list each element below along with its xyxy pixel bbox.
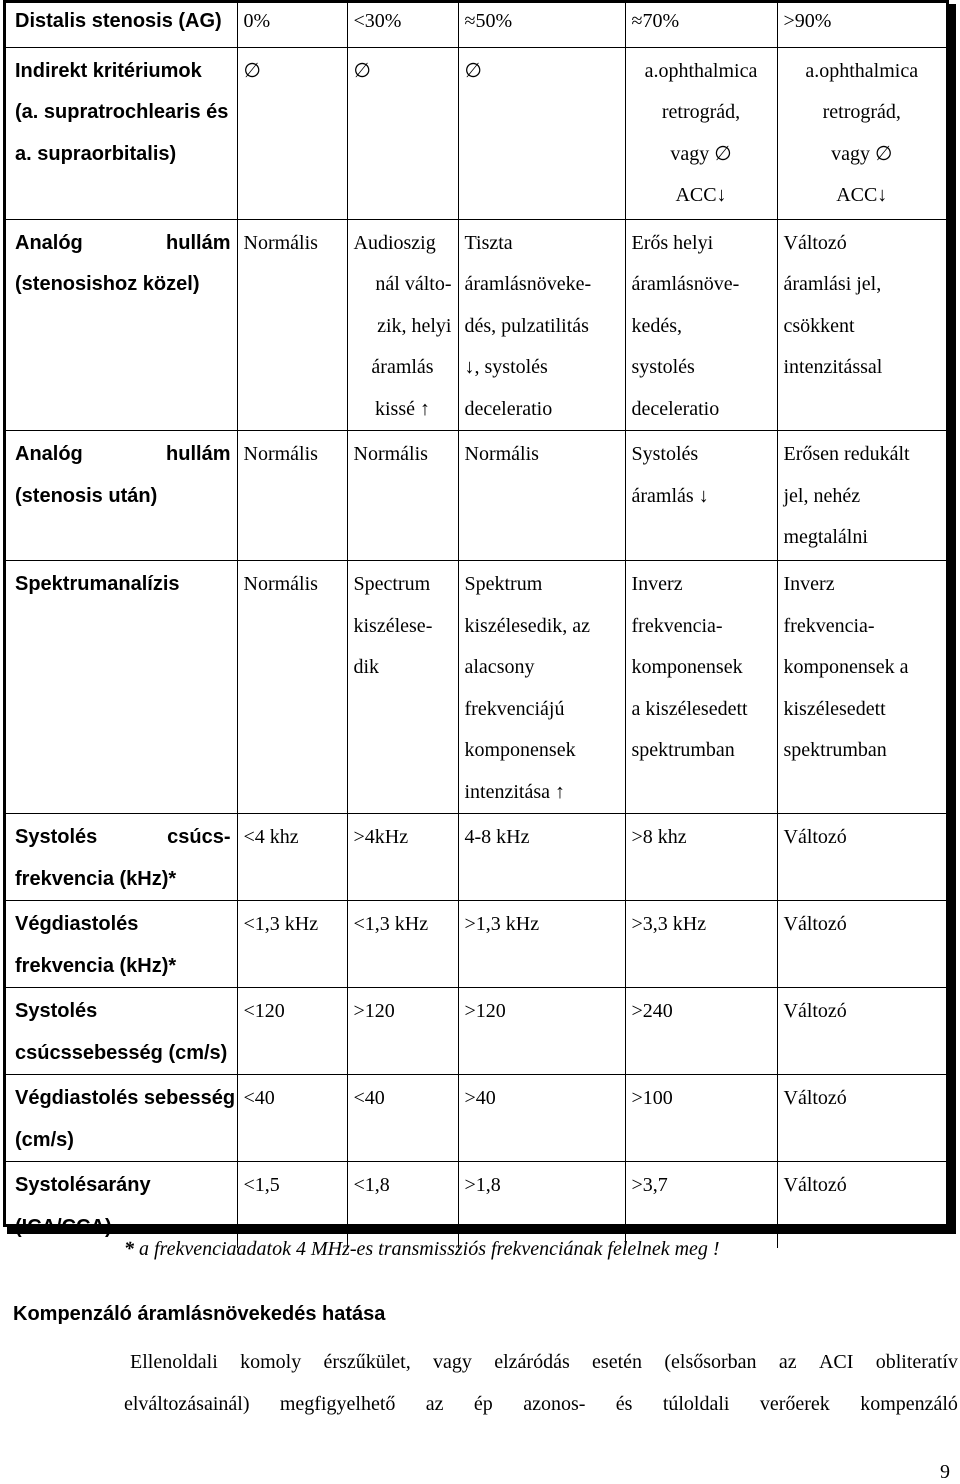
paragraph-word: az xyxy=(778,1351,797,1373)
table-row xyxy=(6,901,946,988)
cell-value: 4-8 kHz xyxy=(458,814,625,901)
cell-line: kiszélesedik, az xyxy=(464,614,590,637)
table-row xyxy=(6,561,946,814)
label-line: Systolés xyxy=(15,1000,98,1022)
cell-line: áramlási jel, xyxy=(783,273,882,295)
cell-line: áramlásnöveke- xyxy=(464,273,592,295)
cell-line: Inverz xyxy=(631,573,683,595)
cell-spektrum-kiszelesedik xyxy=(458,561,625,814)
cell-line: a kiszélesedett xyxy=(631,697,748,720)
cell-value: <4 khz xyxy=(237,814,347,901)
paragraph-word: verőerek xyxy=(759,1393,830,1415)
label-line: (cm/s) xyxy=(15,1128,74,1151)
cell-line: intenzitással xyxy=(783,356,883,378)
table-footnote xyxy=(124,1233,720,1265)
paragraph-word: Ellenoldali xyxy=(130,1351,218,1373)
col-gt90-percent: >90% xyxy=(777,3,946,47)
cell-line: frekvencia- xyxy=(783,614,875,637)
cell-value: >8 khz xyxy=(625,814,777,901)
cell-value: >40 xyxy=(458,1075,625,1162)
cell-text: Normális xyxy=(347,431,458,561)
table-row xyxy=(6,3,946,47)
stenosis-criteria-table xyxy=(3,0,949,1238)
paragraph-word: ép xyxy=(473,1393,493,1415)
row-label-indirekt xyxy=(6,47,237,219)
label-line: Systolésarány xyxy=(15,1174,151,1196)
label-line: a. supraorbitalis) xyxy=(15,142,177,165)
cell-valtozo-aramlasi xyxy=(777,219,946,431)
cell-value: Változó xyxy=(777,901,946,988)
cell-line: áramlás ↓ xyxy=(631,484,709,507)
cell-line: Spektrum xyxy=(464,573,543,595)
footnote-star: * xyxy=(124,1238,139,1260)
paragraph-word: kompenzáló xyxy=(860,1393,958,1415)
cell-line: Erős helyi xyxy=(631,231,714,254)
paragraph-word: azonos- xyxy=(523,1393,586,1415)
table-row xyxy=(6,47,946,219)
cell-value: >3,3 kHz xyxy=(625,901,777,988)
paragraph-word: obliteratív xyxy=(875,1351,958,1373)
cell-line: intenzitása ↑ xyxy=(464,780,566,803)
cell-value: <1,8 xyxy=(347,1162,458,1249)
cell-line: systolés xyxy=(631,356,695,378)
cell-line: nál válto- xyxy=(375,273,452,295)
label-line: (stenosishoz közel) xyxy=(15,273,200,295)
cell-line: a.ophthalmica xyxy=(805,59,919,82)
row-label-systoles-csucssebesseg xyxy=(6,988,237,1075)
cell-text: Normális xyxy=(237,561,347,814)
cell-text: Normális xyxy=(237,219,347,431)
cell-line: Tiszta xyxy=(464,231,513,254)
cell-erosen-redukalt xyxy=(777,431,946,561)
cell-line: Változó xyxy=(783,231,847,254)
cell-line: ACC↓ xyxy=(675,184,727,206)
cell-inverz-90 xyxy=(777,561,946,814)
cell-systoles-aramlas xyxy=(625,431,777,561)
cell-value: <1,5 xyxy=(237,1162,347,1249)
cell-line: komponensek xyxy=(631,656,743,678)
cell-text: Normális xyxy=(458,431,625,561)
paragraph-word: érszűkület, xyxy=(323,1351,411,1373)
cell-value: >120 xyxy=(458,988,625,1075)
cell-line: ACC↓ xyxy=(836,184,888,206)
paragraph-word: (elsősorban xyxy=(664,1351,757,1373)
label-line: Indirekt kritériumok xyxy=(15,59,202,82)
cell-value: Változó xyxy=(777,1075,946,1162)
cell-line: dik xyxy=(353,656,380,678)
paragraph-word: elzáródás xyxy=(494,1351,570,1373)
paragraph-line-1 xyxy=(124,1348,958,1376)
cell-line: megtalálni xyxy=(783,526,868,548)
cell-line: ↓, systolés xyxy=(464,356,548,378)
paragraph-word: ACI xyxy=(818,1351,854,1373)
cell-line: dés, pulzatilitás xyxy=(464,314,589,337)
table-row xyxy=(6,219,946,431)
label-line: Végdiastolés sebesség xyxy=(15,1087,236,1109)
cell-inverz-70 xyxy=(625,561,777,814)
cell-value: <40 xyxy=(237,1075,347,1162)
cell-line: Spectrum xyxy=(353,573,431,595)
paragraph-text xyxy=(130,1348,958,1376)
label-word: Analóg xyxy=(15,443,83,465)
paragraph-word: az xyxy=(425,1393,444,1415)
cell-line: Inverz xyxy=(783,573,835,595)
col-approx50-percent: ≈50% xyxy=(458,3,625,47)
row-label-analog-kozel xyxy=(6,219,237,431)
cell-line: spektrumban xyxy=(631,739,735,761)
cell-line: kedés, xyxy=(631,314,683,337)
paragraph-word: és xyxy=(615,1393,633,1415)
cell-line: retrográd, xyxy=(661,101,741,123)
cell-line: vagy ∅ xyxy=(831,142,893,165)
cell-line: frekvenciájú xyxy=(464,697,565,720)
table-row xyxy=(6,431,946,561)
cell-value: >4kHz xyxy=(347,814,458,901)
paragraph-word: elváltozásainál) xyxy=(124,1393,250,1415)
cell-line: deceleratio xyxy=(464,397,553,420)
table-shadow-right xyxy=(949,4,956,1232)
label-word: csúcs- xyxy=(167,826,231,848)
table-row xyxy=(6,1075,946,1162)
cell-line: áramlásnöve- xyxy=(631,273,740,295)
cell-line: Erősen redukált xyxy=(783,443,910,465)
empty-set-icon: ∅ xyxy=(347,47,458,219)
cell-ophthalmica-90 xyxy=(777,47,946,219)
cell-value: <40 xyxy=(347,1075,458,1162)
cell-line: a.ophthalmica xyxy=(644,59,758,82)
row-label-vegdiastoles-frekvencia xyxy=(6,901,237,988)
col-0-percent: 0% xyxy=(237,3,347,47)
cell-spectrum xyxy=(347,561,458,814)
cell-value: >1,3 kHz xyxy=(458,901,625,988)
cell-line: vagy ∅ xyxy=(670,142,732,165)
paragraph-word: esetén xyxy=(592,1351,643,1373)
paragraph-word: megfigyelhető xyxy=(279,1393,396,1415)
label-line xyxy=(15,434,231,476)
cell-value: >240 xyxy=(625,988,777,1075)
paragraph-line-2 xyxy=(124,1390,958,1418)
label-line: frekvencia (kHz)* xyxy=(15,867,177,890)
col-lt30-percent: <30% xyxy=(347,3,458,47)
label-line: (stenosis után) xyxy=(15,484,158,507)
cell-value: <1,3 kHz xyxy=(237,901,347,988)
cell-line: deceleratio xyxy=(631,397,720,420)
cell-line: kiszélesedett xyxy=(783,697,886,720)
cell-value: Változó xyxy=(777,988,946,1075)
cell-value: >120 xyxy=(347,988,458,1075)
cell-line: spektrumban xyxy=(783,739,887,761)
row-label-spektrumanalizis: Spektrumanalízis xyxy=(6,561,237,814)
cell-line: kiszélese- xyxy=(353,614,433,637)
cell-value: <120 xyxy=(237,988,347,1075)
cell-value: >1,8 xyxy=(458,1162,625,1249)
row-label-systoles-csucsfrekvencia xyxy=(6,814,237,901)
table-row xyxy=(6,814,946,901)
empty-set-icon: ∅ xyxy=(458,47,625,219)
label-line: (ICA/CCA) xyxy=(15,1215,112,1238)
cell-ophthalmica-70 xyxy=(625,47,777,219)
cell-line: frekvencia- xyxy=(631,614,723,637)
cell-eros-helyi xyxy=(625,219,777,431)
row-label-vegdiastoles-sebesseg xyxy=(6,1075,237,1162)
label-line xyxy=(15,817,231,859)
paragraph-word: vagy xyxy=(433,1351,472,1373)
section-heading: Kompenzáló áramlásnövekedés hatása xyxy=(13,1303,386,1325)
cell-line: áramlás xyxy=(371,356,434,378)
cell-text: Normális xyxy=(237,431,347,561)
col-approx70-percent: ≈70% xyxy=(625,3,777,47)
label-line: Végdiastolés xyxy=(15,913,139,935)
cell-line: csökkent xyxy=(783,314,855,337)
cell-value: Változó xyxy=(777,814,946,901)
table-row xyxy=(6,988,946,1075)
cell-line: zik, helyi xyxy=(377,314,452,337)
cell-line: komponensek xyxy=(464,739,576,761)
cell-value: Változó xyxy=(777,1162,946,1249)
label-word: Systolés xyxy=(15,826,98,848)
row-label-distalis-stenosis: Distalis stenosis (AG) xyxy=(15,10,222,32)
cell-line: Audioszig xyxy=(353,231,436,254)
cell-tiszta xyxy=(458,219,625,431)
label-line xyxy=(15,223,231,265)
label-word: Analóg xyxy=(15,231,83,254)
cell-value: >3,7 xyxy=(625,1162,777,1249)
cell-value: >100 xyxy=(625,1075,777,1162)
empty-set-icon: ∅ xyxy=(237,47,347,219)
label-word: hullám xyxy=(166,443,231,465)
cell-line: jel, nehéz xyxy=(783,484,861,507)
page-number: 9 xyxy=(940,1461,950,1483)
cell-line: kissé ↑ xyxy=(375,397,430,420)
cell-audioszignal xyxy=(347,219,458,431)
paragraph-word: komoly xyxy=(240,1351,302,1373)
label-word: hullám xyxy=(166,231,231,254)
row-label-analog-utan xyxy=(6,431,237,561)
cell-line: retrográd, xyxy=(822,101,901,123)
criteria-table xyxy=(6,3,946,1248)
cell-line: Systolés xyxy=(631,443,699,465)
cell-value: <1,3 kHz xyxy=(347,901,458,988)
cell-line: komponensek a xyxy=(783,656,909,678)
paragraph-word: túloldali xyxy=(662,1393,730,1415)
label-line: frekvencia (kHz)* xyxy=(15,954,177,977)
label-line: csúcssebesség (cm/s) xyxy=(15,1041,228,1064)
paragraph-text xyxy=(124,1390,958,1418)
label-line: (a. supratrochlearis és xyxy=(15,101,229,123)
footnote-text: a frekvenciaadatok 4 MHz-es transmissziós frekvenciának felelnek meg ! xyxy=(139,1238,720,1260)
cell-line: alacsony xyxy=(464,656,535,678)
